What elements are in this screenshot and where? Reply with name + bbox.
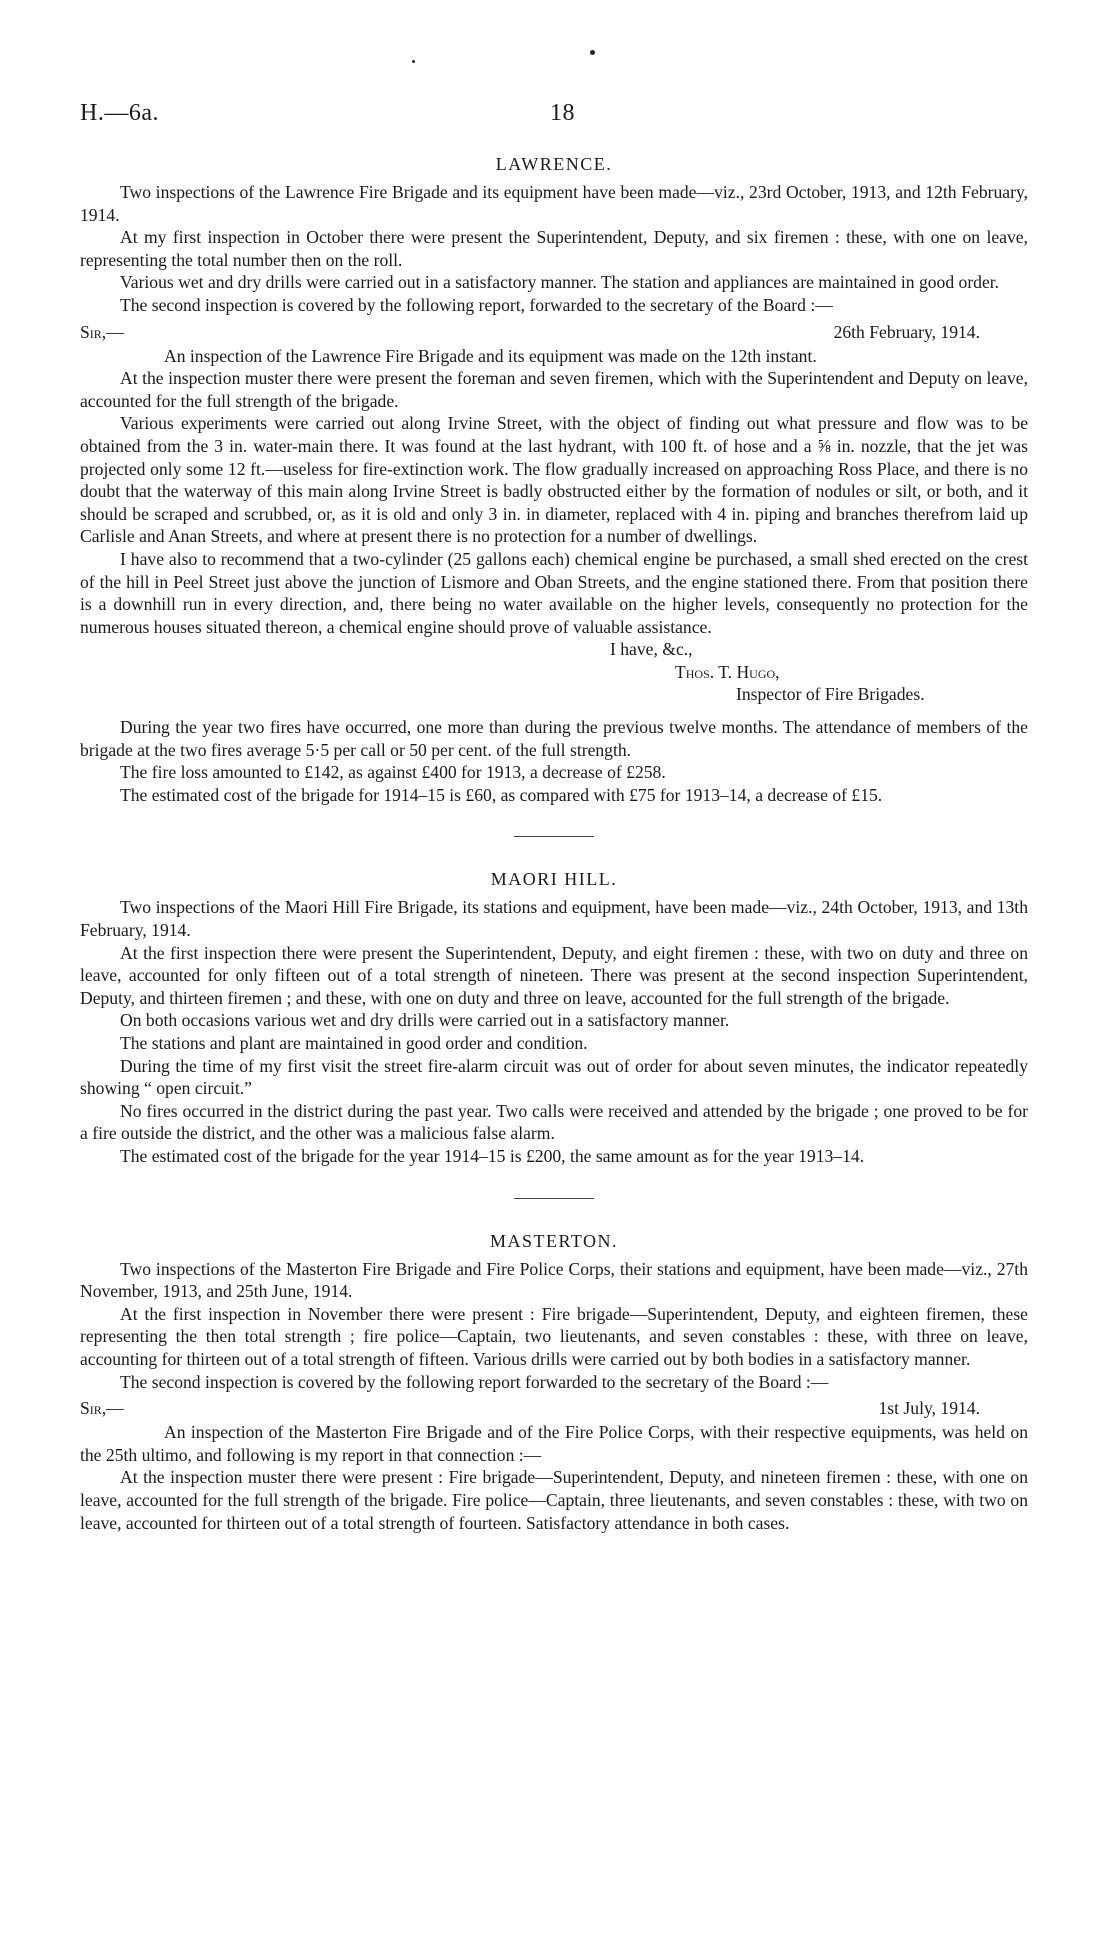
paragraph: Two inspections of the Masterton Fire Brigade and Fire Police Corps, their stations and equipment, have been made—viz., 27th November, 1913, and 25th June, 1914. xyxy=(80,1258,1028,1302)
paragraph: During the year two fires have occurred, one more than during the previous twelve months. The attendance of members of the brigade at the two fires average 5·5 per call or 50 per cent. of the full strength. xyxy=(80,717,1028,760)
section-masterton xyxy=(80,1231,1028,1535)
salutation: Sir,— xyxy=(80,321,124,342)
report-paragraph: At the inspection muster there were present : Fire brigade—Superintendent, Deputy, and nineteen firemen : these, with one on leave, accounted for the full strength of the brigade. Fire police—Captain, three lieutenants, and seven constables : these, with two on leave, accounted for thirteen out of a total strength of fourteen. Satisfactory attendance in both cases. xyxy=(80,1467,1028,1533)
letter-date: 1st July, 1914. xyxy=(878,1398,980,1419)
paragraph: At my first inspection in October there were present the Superintendent, Deputy, and six firemen : these, with one on leave, representing the total number then on the roll. xyxy=(80,227,1028,270)
signature-title: Inspector of Fire Brigades. xyxy=(736,684,925,705)
paragraph: The estimated cost of the brigade for the year 1914–15 is £200, the same amount as for the year 1913–14. xyxy=(120,1145,865,1166)
section-title: MAORI HILL. xyxy=(490,869,618,890)
paragraph: At the first inspection there were present the Superintendent, Deputy, and eight firemen : these, with two on duty and three on leave, accounted for only fifteen out of a total strength of nineteen. There was present at the second inspection Superintendent, Deputy, and thirteen firemen ; and these, with one on duty and three on leave, accounted for the full strength of the brigade. xyxy=(80,942,1028,1008)
paragraph: The estimated cost of the brigade for 1914–15 is £60, as compared with £75 for 1913–14, a decrease of £15. xyxy=(120,784,883,805)
section-lawrence xyxy=(80,154,1028,806)
paragraph: At the first inspection in November there were present : Fire brigade—Superintendent, Deputy, and eighteen firemen, these representing the then total strength ; fire police—Captain, two lieutenants, and seven constables : these, with three on leave, accounting for thirteen out of a total strength of fifteen. Various drills were carried out by both bodies in a satisfactory manner. xyxy=(80,1303,1028,1369)
report-paragraph: Various experiments were carried out along Irvine Street, with the object of finding out what pressure and flow was to be obtained from the 3 in. water-main there. It was found at the last hydrant, with 100 ft. of hose and a ⅝ in. nozzle, that the jet was projected only some 12 ft.—useless for fire-extinction work. The flow gradually increased on approaching Ross Place, and there is no doubt that the waterway of this main along Irvine Street is badly obstructed either by the formation of nodules or silt, or both, and it should be scraped and scrubbed, or, as it is old and only 3 in. in diameter, replaced with 4 in. piping and branches therefrom laid up Carlisle and Anan Streets, and where at present there is no protection for a number of dwellings. xyxy=(80,413,1028,547)
letter-salutation xyxy=(80,321,1028,345)
paragraph: The second inspection is covered by the following report forwarded to the secretary of the Board :— xyxy=(120,1371,829,1392)
section-divider xyxy=(514,836,594,837)
signature-name: Thos. T. Hugo, xyxy=(675,661,780,682)
signature-block xyxy=(80,638,1028,706)
document-page xyxy=(80,100,1028,1534)
report-paragraph: I have also to recommend that a two-cylinder (25 gallons each) chemical engine be purchased, a small shed erected on the crest of the hill in Peel Street just above the junction of Lismore and Oban Streets, and the engine stationed there. From that position there is a downhill run in every direction, and, there being no water available on the higher levels, consequently no protection for the numerous houses situated thereon, a chemical engine should prove of valuable assistance. xyxy=(80,548,1028,637)
paragraph: No fires occurred in the district during the past year. Two calls were received and attended by the brigade ; one proved to be for a fire outside the district, and the other was a malicious false alarm. xyxy=(80,1100,1028,1144)
page-number: 18 xyxy=(550,100,575,126)
paragraph: The fire loss amounted to £142, as against £400 for 1913, a decrease of £258. xyxy=(120,762,666,783)
section-title: MASTERTON. xyxy=(489,1230,619,1251)
report-paragraph: At the inspection muster there were present the foreman and seven firemen, which with the Superintendent and Deputy on leave, accounted for the full strength of the brigade. xyxy=(80,368,1028,411)
page-header xyxy=(80,100,1028,140)
report-paragraph: An inspection of the Masterton Fire Brigade and of the Fire Police Corps, with their respective equipments, was held on the 25th ultimo, and following is my report in that connection :— xyxy=(80,1422,1028,1465)
salutation: Sir,— xyxy=(80,1398,124,1419)
paragraph: On both occasions various wet and dry drills were carried out in a satisfactory manner. xyxy=(120,1010,730,1031)
paragraph: Various wet and dry drills were carried out in a satisfactory manner. The station and appliances are maintained in good order. xyxy=(120,272,1000,293)
section-title: LAWRENCE. xyxy=(495,154,613,174)
letter-salutation xyxy=(80,1397,1028,1421)
document-reference: H.—6a. xyxy=(80,100,159,126)
paragraph: Two inspections of the Maori Hill Fire Brigade, its stations and equipment, have been made—viz., 24th October, 1913, and 13th February, 1914. xyxy=(80,897,1028,941)
print-speck xyxy=(412,60,415,63)
section-divider xyxy=(514,1198,594,1199)
signature-closing: I have, &c., xyxy=(610,639,693,660)
section-maori-hill xyxy=(80,869,1028,1167)
paragraph: During the time of my first visit the street fire-alarm circuit was out of order for about seven minutes, the indicator repeatedly showing “ open circuit.” xyxy=(80,1055,1028,1099)
report-paragraph: An inspection of the Lawrence Fire Brigade and its equipment was made on the 12th instant. xyxy=(164,345,817,366)
paragraph: The stations and plant are maintained in good order and condition. xyxy=(120,1033,588,1053)
paragraph: The second inspection is covered by the following report, forwarded to the secretary of the Board :— xyxy=(120,294,833,315)
print-speck xyxy=(590,50,595,55)
paragraph: Two inspections of the Lawrence Fire Brigade and its equipment have been made—viz., 23rd October, 1913, and 12th February, 1914. xyxy=(80,182,1028,225)
letter-date: 26th February, 1914. xyxy=(833,321,980,342)
